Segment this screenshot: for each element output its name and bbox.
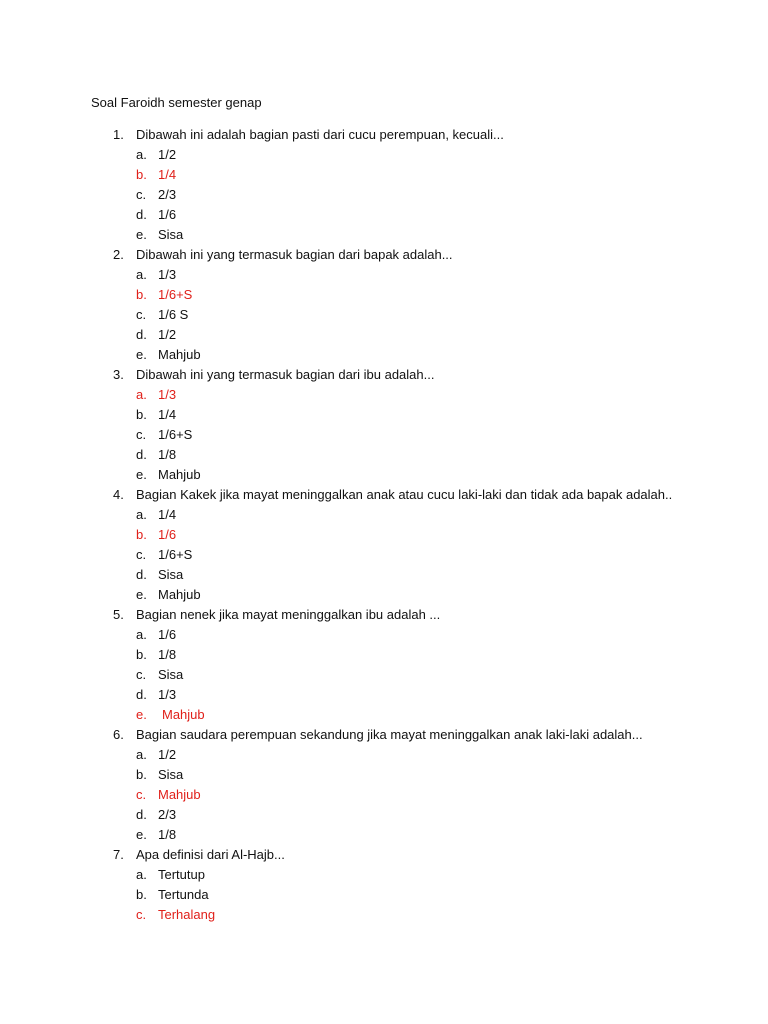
option-text: Mahjub [158,587,201,602]
option-letter: c. [136,907,147,922]
option-letter: c. [136,787,147,802]
question-number: 3. [113,367,124,382]
answer-option-correct [0,905,768,925]
option-letter: d. [136,327,147,342]
question-item [0,485,768,505]
option-text: Tertunda [158,887,209,902]
question-number: 7. [113,847,124,862]
option-text: 1/6 [158,627,177,642]
option-letter: b. [136,287,147,302]
option-text: 1/6+S [158,547,193,562]
option-letter: b. [136,527,147,542]
answer-option [0,325,768,345]
option-text: Mahjub [158,787,201,802]
answer-option [0,585,768,605]
option-letter: d. [136,567,147,582]
answer-option [0,765,768,785]
answer-option [0,645,768,665]
answer-option [0,745,768,765]
answer-option [0,565,768,585]
answer-option [0,545,768,565]
option-text: 1/2 [158,147,177,162]
option-letter: a. [136,747,147,762]
option-letter: c. [136,427,147,442]
question-item [0,125,768,145]
option-letter: d. [136,207,147,222]
answer-option [0,205,768,225]
option-text: 1/3 [158,267,177,282]
answer-option [0,145,768,165]
option-letter: a. [136,267,147,282]
answer-option [0,305,768,325]
option-letter: c. [136,547,147,562]
option-text: 2/3 [158,187,177,202]
option-text: 1/8 [158,647,177,662]
answer-option-correct [0,285,768,305]
option-text: 1/3 [158,387,177,402]
option-letter: a. [136,147,147,162]
question-list [0,125,768,925]
option-letter: b. [136,167,147,182]
option-letter: b. [136,407,147,422]
option-text: 1/4 [158,507,177,522]
answer-option-correct [0,705,768,725]
option-letter: b. [136,647,147,662]
option-text: 1/3 [158,687,177,702]
answer-option [0,265,768,285]
answer-option [0,685,768,705]
answer-option [0,665,768,685]
option-letter: e. [136,467,147,482]
option-letter: a. [136,627,147,642]
question-text: Bagian Kakek jika mayat meninggalkan anak atau cucu laki-laki dan tidak ada bapak adalah.. [136,487,673,502]
option-text: 1/6 [158,527,177,542]
option-text: 1/6+S [158,427,193,442]
option-text: Terhalang [158,907,216,922]
option-text: 1/4 [158,167,177,182]
answer-option [0,425,768,445]
option-text: 1/6 S [158,307,189,322]
answer-option [0,805,768,825]
question-text: Dibawah ini adalah bagian pasti dari cucu perempuan, kecuali... [136,127,504,142]
option-text: Mahjub [158,467,201,482]
option-text: Sisa [158,667,184,682]
question-number: 2. [113,247,124,262]
option-text: Mahjub [158,347,201,362]
option-text: 1/2 [158,327,177,342]
answer-option [0,225,768,245]
option-letter: b. [136,887,147,902]
answer-option [0,185,768,205]
option-letter: e. [136,707,147,722]
question-text: Bagian saudara perempuan sekandung jika mayat meninggalkan anak laki-laki adalah... [136,727,643,742]
answer-option [0,405,768,425]
question-item [0,365,768,385]
answer-option [0,825,768,845]
question-text: Dibawah ini yang termasuk bagian dari bapak adalah... [136,247,453,262]
answer-option-correct [0,385,768,405]
answer-option [0,445,768,465]
question-text: Apa definisi dari Al-Hajb... [136,847,285,862]
option-letter: d. [136,807,147,822]
option-letter: a. [136,387,147,402]
option-letter: a. [136,867,147,882]
option-text: Sisa [158,567,184,582]
option-letter: e. [136,827,147,842]
option-letter: e. [136,227,147,242]
answer-option [0,885,768,905]
option-letter: e. [136,347,147,362]
option-text: Sisa [158,227,184,242]
option-text: Sisa [158,767,184,782]
answer-option-correct [0,165,768,185]
question-number: 1. [113,127,124,142]
option-text: 1/8 [158,447,177,462]
answer-option [0,505,768,525]
option-letter: b. [136,767,147,782]
question-number: 5. [113,607,124,622]
answer-option [0,865,768,885]
answer-option [0,625,768,645]
option-text: 1/2 [158,747,177,762]
option-text: 2/3 [158,807,177,822]
option-letter: e. [136,587,147,602]
question-text: Dibawah ini yang termasuk bagian dari ibu adalah... [136,367,435,382]
option-text: Mahjub [162,707,205,722]
question-number: 6. [113,727,124,742]
answer-option-correct [0,525,768,545]
option-letter: d. [136,687,147,702]
question-item [0,245,768,265]
option-letter: d. [136,447,147,462]
option-letter: c. [136,307,147,322]
option-text: 1/6+S [158,287,193,302]
question-number: 4. [113,487,124,502]
document-title: Soal Faroidh semester genap [91,95,262,110]
answer-option [0,345,768,365]
option-letter: c. [136,187,147,202]
option-text: 1/8 [158,827,177,842]
option-letter: c. [136,667,147,682]
option-text: 1/4 [158,407,177,422]
question-item [0,605,768,625]
question-item [0,725,768,745]
question-item [0,845,768,865]
option-letter: a. [136,507,147,522]
option-text: Tertutup [158,867,205,882]
option-text: 1/6 [158,207,177,222]
answer-option-correct [0,785,768,805]
question-text: Bagian nenek jika mayat meninggalkan ibu adalah ... [136,607,441,622]
answer-option [0,465,768,485]
